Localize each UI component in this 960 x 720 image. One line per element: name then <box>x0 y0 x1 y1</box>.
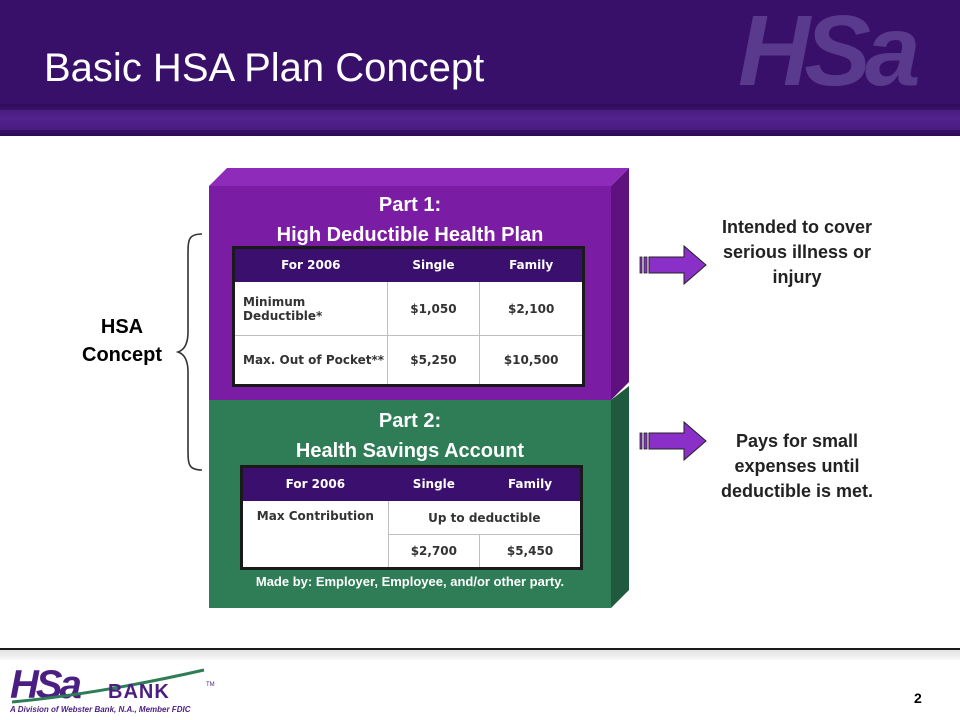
part1-title <box>209 190 611 250</box>
part2-title <box>209 406 611 466</box>
slide-title: Basic HSA Plan Concept <box>44 46 485 90</box>
part1-title-line1: Part 1: <box>378 194 442 216</box>
part2-description: Pays for small expenses until deductible is met. <box>720 431 874 501</box>
arrow-right-icon <box>638 244 708 286</box>
part1-header-single: Single <box>387 248 480 282</box>
part1-side-face <box>611 168 631 402</box>
part2-title-line1: Part 2: <box>378 410 442 432</box>
row-label: Max. Out of Pocket** <box>234 336 388 386</box>
cell-merged: Up to deductible <box>388 501 581 535</box>
arrow-right-icon <box>638 420 708 462</box>
logo-main-text: HSa <box>10 664 79 707</box>
row-label: Minimum Deductible* <box>234 282 388 336</box>
table-row <box>242 501 582 535</box>
part2-side-face <box>611 386 631 610</box>
part2-table-header-row <box>242 467 582 501</box>
part2-table <box>240 465 583 570</box>
hsa-bank-logo <box>8 664 228 716</box>
logo-tagline: A Division of Webster Bank, N.A., Member FDIC <box>10 705 191 714</box>
hsa-concept-text: HSA Concept <box>82 316 162 366</box>
header-divider-bar <box>0 104 960 136</box>
brace-icon <box>176 232 206 472</box>
logo-tm-text: TM <box>206 682 215 688</box>
part1-description: Intended to cover serious illness or injury <box>721 217 873 287</box>
part2-title-line2: Health Savings Account <box>295 440 525 462</box>
part1-top-face <box>209 168 629 188</box>
cell-family: $5,450 <box>480 535 582 569</box>
part1-table <box>232 246 585 387</box>
table-row <box>234 282 584 336</box>
part2-header-year: For 2006 <box>242 467 389 501</box>
cell-single: $2,700 <box>388 535 479 569</box>
part1-table-header-row <box>234 248 584 282</box>
part1-header-year: For 2006 <box>234 248 388 282</box>
part1-title-line2: High Deductible Health Plan <box>276 224 544 246</box>
made-by-note: Made by: Employer, Employee, and/or other party. <box>255 574 565 589</box>
footer-rule <box>0 648 960 660</box>
hsa-concept-label <box>62 313 182 369</box>
hsa-watermark-logo: HSa <box>738 0 915 104</box>
cell-single: $1,050 <box>387 282 480 336</box>
cell-family: $10,500 <box>480 336 584 386</box>
header-band <box>0 0 960 104</box>
logo-bank-text: BANK <box>108 681 170 703</box>
cell-single: $5,250 <box>387 336 480 386</box>
part1-header-family: Family <box>480 248 584 282</box>
page-number: 2 <box>914 690 922 706</box>
row-label: Max Contribution <box>242 501 389 569</box>
part2-header-family: Family <box>480 467 582 501</box>
cell-family: $2,100 <box>480 282 584 336</box>
table-row <box>234 336 584 386</box>
part2-header-single: Single <box>388 467 479 501</box>
